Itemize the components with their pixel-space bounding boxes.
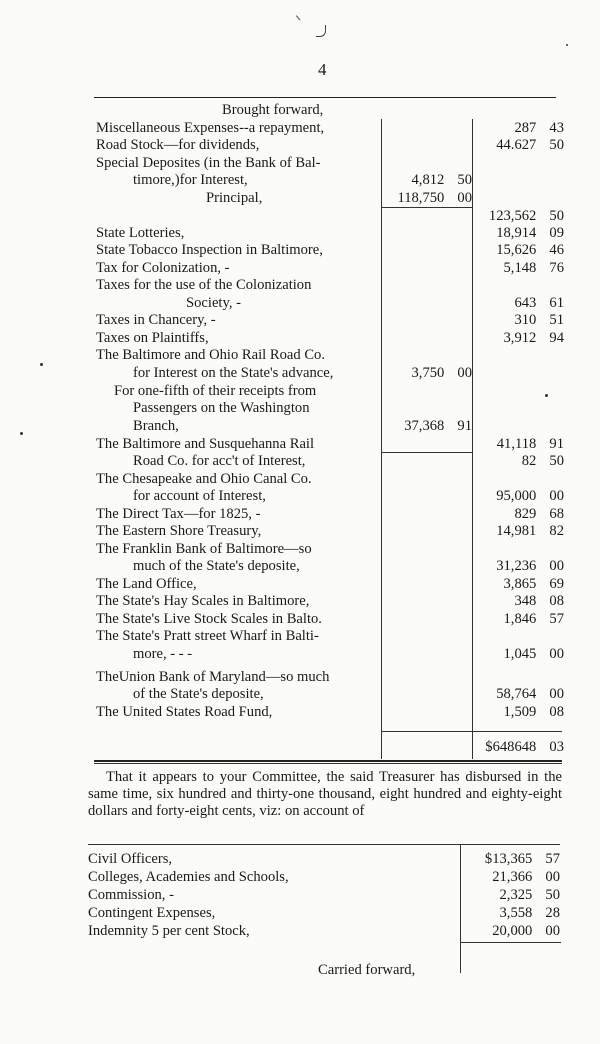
receipt-amount: 3,912 94	[503, 330, 564, 346]
disbursement-amount: 2,325 50	[499, 887, 560, 903]
receipt-label: Brought forward,	[222, 102, 324, 118]
table-rule	[88, 844, 560, 845]
receipt-label: The State's Live Stock Scales in Balto.	[96, 611, 322, 627]
receipt-amount: 5,148 76	[503, 260, 564, 276]
receipt-subamount: 3,750 00	[411, 365, 472, 381]
receipt-amount: 95,000 00	[496, 488, 564, 504]
receipt-label: Taxes in Chancery, -	[96, 312, 216, 328]
receipt-amount: 1,045 00	[503, 646, 564, 662]
total-double-rule	[94, 760, 562, 762]
subtotal-rule	[461, 942, 561, 943]
page-number: 4	[318, 60, 327, 79]
carried-forward: Carried forward,	[318, 962, 416, 978]
top-rule	[94, 97, 556, 98]
receipt-label: The United States Road Fund,	[96, 704, 273, 720]
receipt-amount: 14,981 82	[496, 523, 564, 539]
receipt-label: The State's Pratt street Wharf in Balti-	[96, 628, 319, 644]
ink-speck	[545, 394, 548, 397]
receipt-subamount: 4,812 50	[411, 172, 472, 188]
receipt-label: Road Co. for acc't of Interest,	[133, 453, 306, 469]
ink-speck	[20, 432, 23, 435]
subtotal-rule	[382, 207, 472, 208]
receipt-amount: 123,562 50	[488, 208, 564, 224]
receipt-label: Taxes for the use of the Colonization	[96, 277, 312, 293]
column-rule	[381, 119, 382, 759]
disbursement-label: Commission, -	[88, 887, 174, 903]
receipt-label: The Baltimore and Ohio Rail Road Co.	[96, 347, 326, 363]
disbursement-label: Contingent Expenses,	[88, 905, 216, 921]
disbursement-label: Colleges, Academies and Schools,	[88, 869, 289, 885]
receipt-label: Principal,	[206, 190, 263, 206]
receipt-label: of the State's deposite,	[133, 686, 264, 702]
receipt-amount: 643 61	[514, 295, 564, 311]
total-rule	[382, 731, 562, 732]
disbursement-label: Indemnity 5 per cent Stock,	[88, 923, 250, 939]
receipt-subamount: 37,368 91	[404, 418, 472, 434]
receipt-label: The Land Office,	[96, 576, 197, 592]
receipt-label: State Lotteries,	[96, 225, 185, 241]
total-double-rule	[94, 763, 562, 764]
receipt-label: The Chesapeake and Ohio Canal Co.	[96, 471, 312, 487]
ink-speck	[566, 44, 568, 46]
receipt-amount: 15,626 46	[496, 242, 564, 258]
receipt-label: Tax for Colonization, -	[96, 260, 230, 276]
receipt-amount: 829 68	[514, 506, 564, 522]
receipt-label: Special Deposites (in the Bank of Bal-	[96, 155, 321, 171]
receipt-label: Road Stock—for dividends,	[96, 137, 260, 153]
disbursement-label: Civil Officers,	[88, 851, 173, 867]
receipt-amount: 3,865 69	[503, 576, 564, 592]
subtotal-rule	[382, 452, 472, 453]
receipt-amount: 18,914 09	[496, 225, 564, 241]
receipt-label: for Interest on the State's advance,	[133, 365, 334, 381]
receipt-label: The Baltimore and Susquehanna Rail	[96, 436, 315, 452]
receipts-total: $648648 03	[485, 739, 564, 755]
receipt-label: more, - - -	[133, 646, 193, 662]
column-rule	[472, 119, 473, 759]
receipt-amount: 287 43	[514, 120, 564, 136]
ink-mark	[316, 25, 326, 37]
receipt-subamount: 118,750 00	[397, 190, 472, 206]
receipt-label: timore,)for Interest,	[133, 172, 248, 188]
receipt-label: for account of Interest,	[133, 488, 266, 504]
receipt-amount: 310 51	[514, 312, 564, 328]
ink-speck	[40, 363, 43, 366]
disbursement-amount: $13,365 57	[484, 851, 560, 867]
disbursement-amount: 20,000 00	[492, 923, 560, 939]
receipt-amount: 1,509 08	[503, 704, 564, 720]
disbursement-amount: 3,558 28	[499, 905, 560, 921]
receipt-label: Miscellaneous Expenses--a repayment,	[96, 120, 325, 136]
receipt-label: The State's Hay Scales in Baltimore,	[96, 593, 310, 609]
receipt-label: Society, -	[186, 295, 241, 311]
receipt-label: For one-fifth of their receipts from	[114, 383, 317, 399]
receipt-label: State Tobacco Inspection in Baltimore,	[96, 242, 323, 258]
committee-paragraph: That it appears to your Committee, the said Treasurer has disbursed in the same time, six hundred and thirty-one thousand, eight hundred and eighty-eight dollars and forty-eight cents, viz: on account of	[88, 769, 562, 819]
disbursement-amount: 21,366 00	[492, 869, 560, 885]
ink-mark	[296, 11, 305, 20]
receipt-amount: 58,764 00	[496, 686, 564, 702]
receipt-label: TheUnion Bank of Maryland—so much	[96, 669, 330, 685]
receipt-label: Passengers on the Washington	[133, 400, 310, 416]
receipt-amount: 44.627 50	[496, 137, 564, 153]
receipt-label: The Eastern Shore Treasury,	[96, 523, 262, 539]
receipt-label: The Franklin Bank of Baltimore—so	[96, 541, 312, 557]
receipt-amount: 31,236 00	[496, 558, 564, 574]
receipt-amount: 348 08	[514, 593, 564, 609]
receipt-label: Branch,	[133, 418, 179, 434]
receipt-label: The Direct Tax—for 1825, -	[96, 506, 261, 522]
receipt-amount: 82 50	[521, 453, 564, 469]
receipt-amount: 1,846 57	[503, 611, 564, 627]
receipt-label: much of the State's deposite,	[133, 558, 300, 574]
receipt-label: Taxes on Plaintiffs,	[96, 330, 209, 346]
receipt-amount: 41,118 91	[496, 436, 564, 452]
